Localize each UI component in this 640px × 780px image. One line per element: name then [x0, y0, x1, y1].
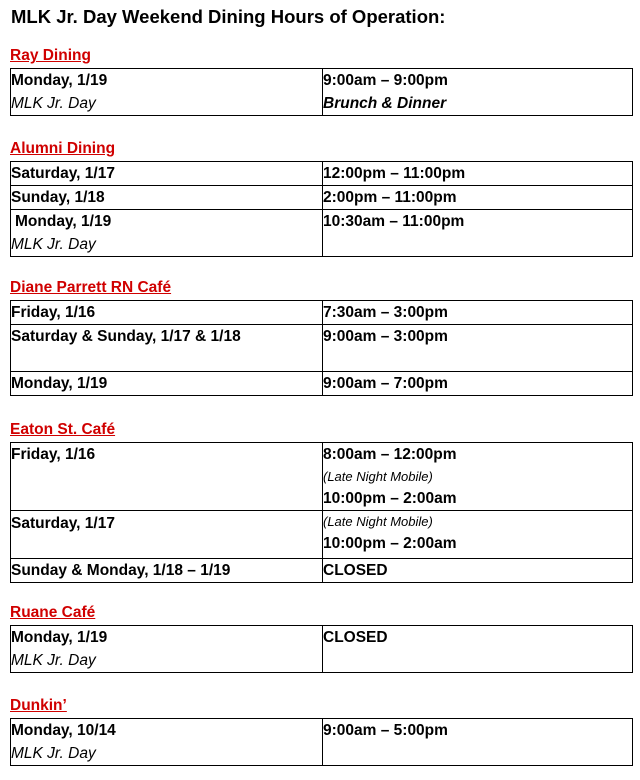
- hours-cell: [323, 301, 633, 325]
- dunkin-hours-table: [10, 718, 633, 766]
- section-title-diane-parrett-cafe: Diane Parrett RN Café: [10, 279, 172, 296]
- ray-dining-hours-table: [10, 68, 633, 116]
- day-label: Saturday, 1/17: [11, 515, 115, 532]
- hours-cell: [323, 325, 633, 372]
- table-row: [11, 186, 633, 210]
- day-label: Sunday, 1/18: [11, 189, 105, 206]
- hours-value: CLOSED: [323, 629, 388, 646]
- hours-value: 9:00am – 5:00pm: [323, 722, 448, 739]
- table-row: [11, 210, 633, 257]
- hours-value: CLOSED: [323, 562, 388, 579]
- hours-cell: [323, 186, 633, 210]
- day-label: Friday, 1/16: [11, 304, 96, 321]
- table-row: [11, 301, 633, 325]
- table-row: [11, 69, 633, 116]
- day-cell: [11, 186, 323, 210]
- day-cell: [11, 210, 323, 257]
- day-label: Monday, 1/19: [11, 72, 108, 89]
- page-title: MLK Jr. Day Weekend Dining Hours of Operation:: [11, 6, 446, 27]
- day-label: Monday, 10/14: [11, 722, 116, 739]
- late-night-mobile-label: (Late Night Mobile): [323, 469, 433, 484]
- day-cell: [11, 301, 323, 325]
- section-title-ruane-cafe: Ruane Café: [10, 604, 96, 621]
- hours-cell: [323, 626, 633, 673]
- diane-parrett-cafe-hours-table: [10, 300, 633, 396]
- day-note: MLK Jr. Day: [11, 745, 96, 762]
- table-row: [11, 626, 633, 673]
- late-night-hours: 10:00pm – 2:00am: [323, 535, 457, 552]
- day-note: MLK Jr. Day: [11, 95, 96, 112]
- table-row: [11, 325, 633, 372]
- hours-value: 9:00am – 7:00pm: [323, 375, 448, 392]
- ruane-cafe-hours-table: [10, 625, 633, 673]
- day-cell: [11, 626, 323, 673]
- day-label: Sunday & Monday, 1/18 – 1/19: [11, 562, 231, 579]
- hours-cell: [323, 162, 633, 186]
- day-note: MLK Jr. Day: [11, 652, 96, 669]
- section-title-dunkin: Dunkin’: [10, 697, 67, 714]
- hours-cell: [323, 372, 633, 396]
- section-title-eaton-st-cafe: Eaton St. Café: [10, 421, 116, 438]
- late-night-mobile-label: (Late Night Mobile): [323, 514, 433, 529]
- table-row: [11, 511, 633, 559]
- hours-value: 10:30am – 11:00pm: [323, 213, 465, 230]
- day-label: Friday, 1/16: [11, 446, 96, 463]
- day-cell: [11, 443, 323, 511]
- day-cell: [11, 69, 323, 116]
- late-night-hours: 10:00pm – 2:00am: [323, 490, 457, 507]
- hours-value: 9:00am – 9:00pm: [323, 72, 448, 89]
- eaton-st-cafe-hours-table: [10, 442, 633, 583]
- table-row: [11, 372, 633, 396]
- section-title-alumni-dining: Alumni Dining: [10, 140, 116, 157]
- day-cell: [11, 719, 323, 766]
- day-label: Monday, 1/19: [15, 213, 112, 230]
- day-cell: [11, 162, 323, 186]
- section-title-ray-dining: Ray Dining: [10, 47, 91, 64]
- table-row: [11, 719, 633, 766]
- hours-note: Brunch & Dinner: [323, 95, 447, 112]
- day-note: MLK Jr. Day: [11, 236, 96, 253]
- hours-cell: [323, 210, 633, 257]
- hours-value: 12:00pm – 11:00pm: [323, 165, 466, 182]
- hours-cell: [323, 559, 633, 583]
- day-cell: [11, 511, 323, 559]
- hours-value: 2:00pm – 11:00pm: [323, 189, 457, 206]
- hours-value: 8:00am – 12:00pm: [323, 446, 457, 463]
- hours-value: 9:00am – 3:00pm: [323, 328, 448, 345]
- table-row: [11, 443, 633, 511]
- day-label: Saturday, 1/17: [11, 165, 115, 182]
- hours-cell: [323, 719, 633, 766]
- table-row: [11, 162, 633, 186]
- day-label: Monday, 1/19: [11, 375, 108, 392]
- day-label: Monday, 1/19: [11, 629, 108, 646]
- hours-cell: [323, 511, 633, 559]
- day-cell: [11, 325, 323, 372]
- hours-value: 7:30am – 3:00pm: [323, 304, 448, 321]
- day-cell: [11, 372, 323, 396]
- table-row: [11, 559, 633, 583]
- day-cell: [11, 559, 323, 583]
- hours-cell: [323, 443, 633, 511]
- hours-cell: [323, 69, 633, 116]
- day-label: Saturday & Sunday, 1/17 & 1/18: [11, 328, 241, 345]
- alumni-dining-hours-table: [10, 161, 633, 257]
